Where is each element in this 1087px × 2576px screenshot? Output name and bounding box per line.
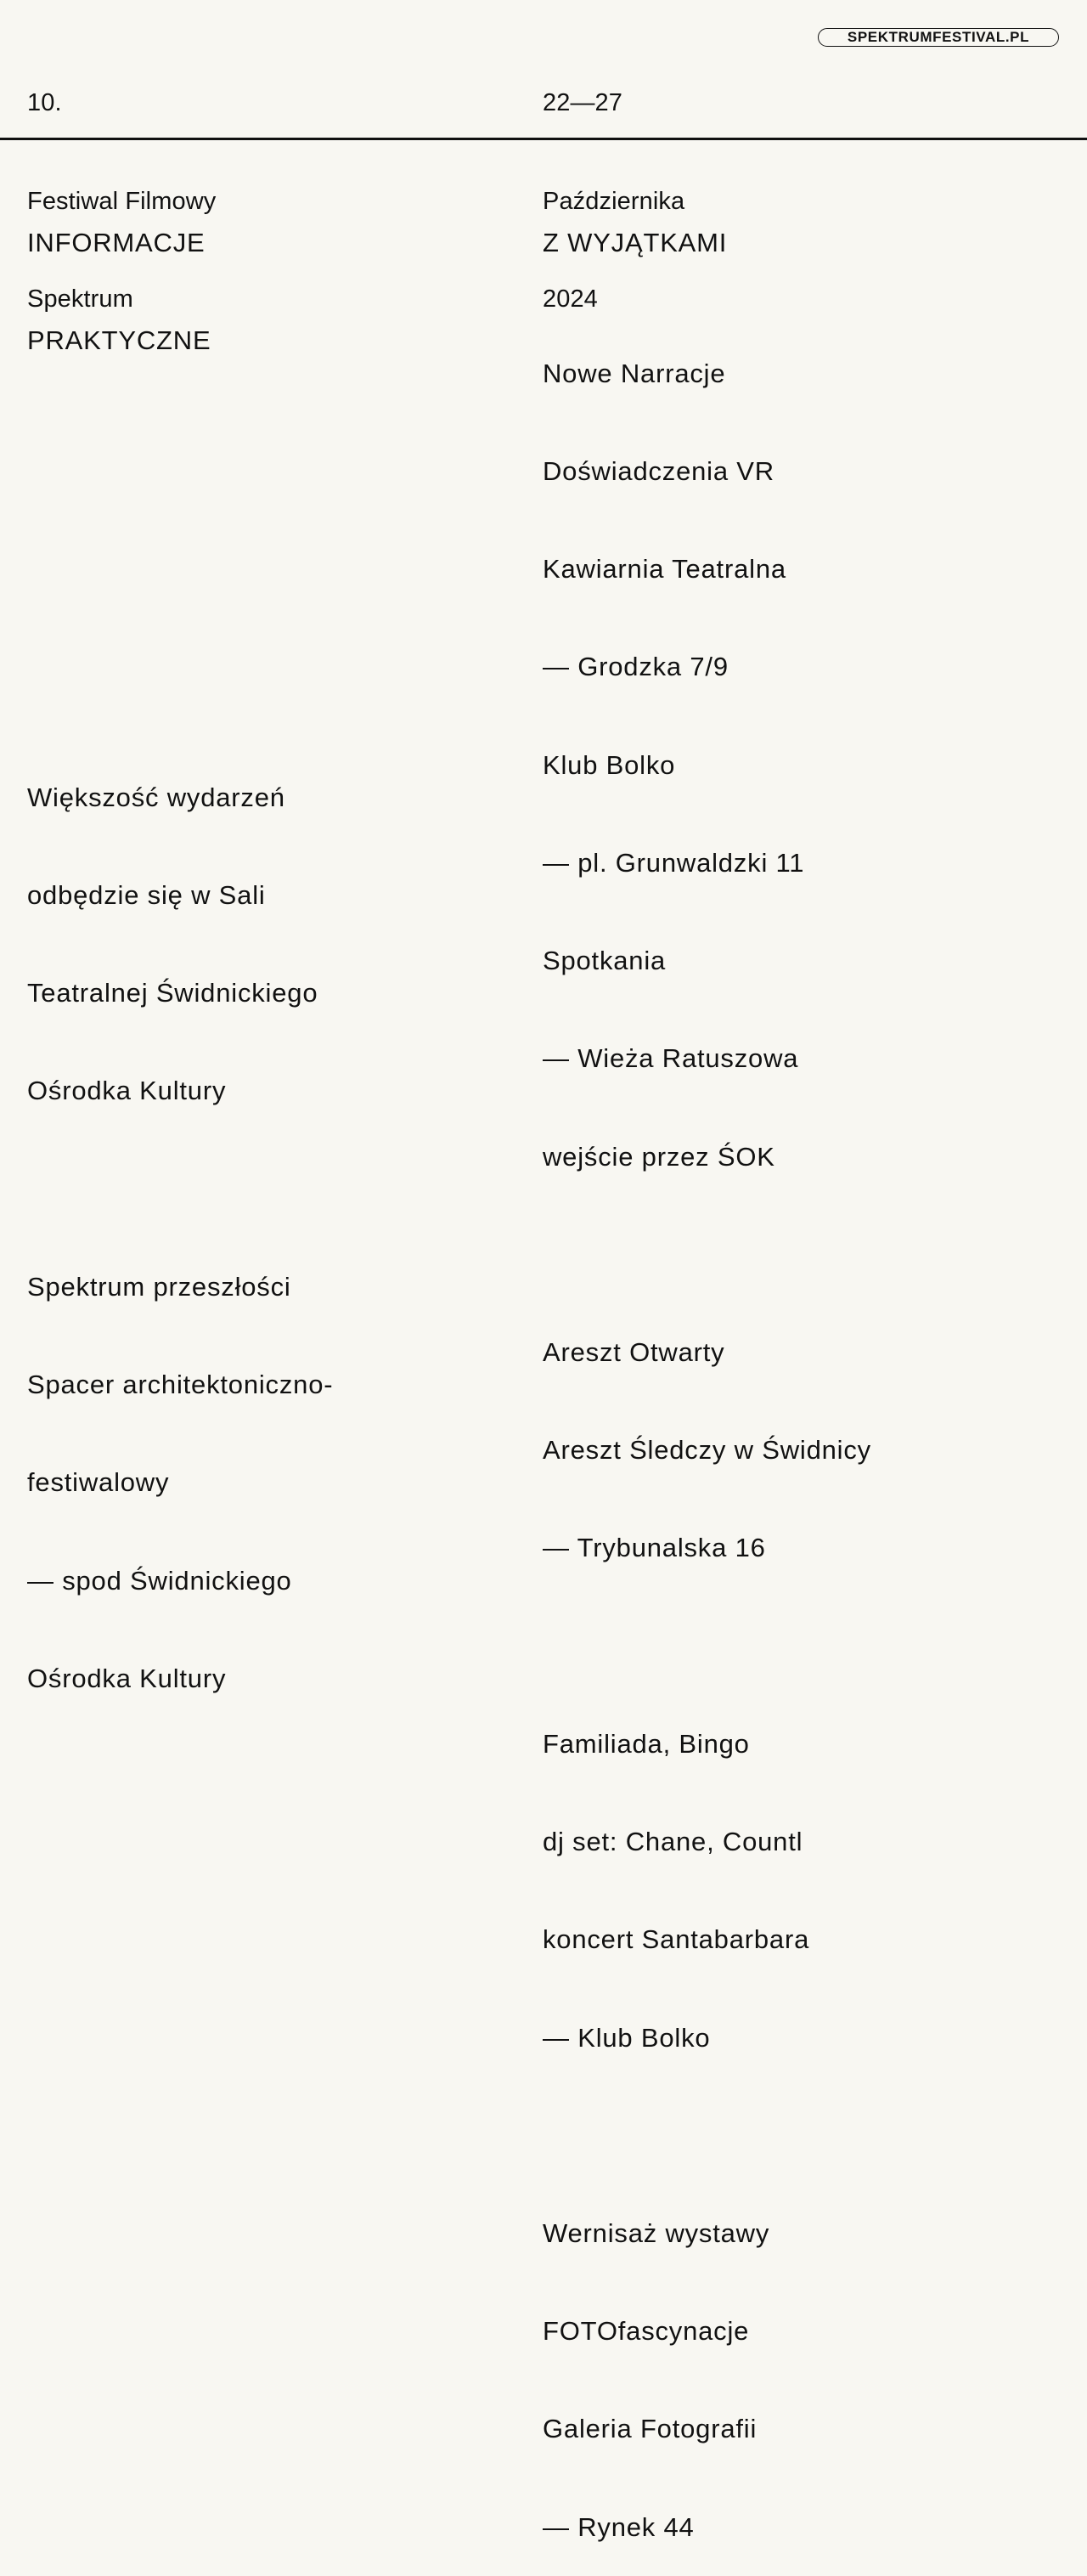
event-spacer: [543, 2120, 871, 2152]
edition-number: 10.: [27, 89, 62, 116]
website-url-badge[interactable]: SPEKTRUMFESTIVAL.PL: [818, 28, 1059, 47]
left-text-spacer: [27, 1173, 333, 1206]
event-spacer: [543, 1630, 871, 1663]
event-line: — Grodzka 7/9: [543, 652, 729, 682]
event-line: Areszt Śledczy w Świdnicy: [543, 1435, 871, 1466]
year: 2024: [543, 285, 598, 313]
section-title-exceptions: [543, 161, 727, 292]
left-text-line: Większość wydarzeń: [27, 782, 285, 812]
event-line: Kawiarnia Teatralna: [543, 554, 786, 585]
event-line: Wernisaż wystawy: [543, 2217, 770, 2248]
header-divider: [0, 138, 1087, 140]
section-title-practical-info: [27, 161, 211, 390]
left-text-line: Ośrodka Kultury: [27, 1076, 227, 1106]
section-title-line: INFORMACJE: [27, 227, 206, 257]
event-line: dj set: Chane, Countl: [543, 1827, 803, 1857]
event-line: — Klub Bolko: [543, 2022, 711, 2053]
event-line: Klub Bolko: [543, 749, 676, 780]
event-line: Doświadczenia VR: [543, 456, 774, 487]
event-line: — Wieża Ratuszowa: [543, 1043, 799, 1074]
left-text-line: Teatralnej Świdnickiego: [27, 978, 318, 1008]
event-line: Nowe Narracje: [543, 358, 726, 388]
left-text-line: Spacer architektoniczno-: [27, 1370, 334, 1400]
event-spacer: [543, 1239, 871, 1271]
left-text-line: Ośrodka Kultury: [27, 1663, 227, 1693]
left-text-line: — spod Świdnickiego: [27, 1565, 292, 1596]
left-text-line: odbędzie się w Sali: [27, 880, 266, 911]
left-text-line: festiwalowy: [27, 1467, 170, 1498]
festival-title-line-1: Festiwal Filmowy: [27, 187, 217, 215]
event-line: Areszt Otwarty: [543, 1337, 725, 1367]
section-title-line: Z WYJĄTKAMI: [543, 227, 728, 257]
left-text-line: Spektrum przeszłości: [27, 1271, 291, 1302]
event-line: — pl. Grunwaldzki 11: [543, 847, 805, 878]
event-line: — Trybunalska 16: [543, 1533, 766, 1563]
right-column-events: [543, 292, 871, 2576]
event-line: Galeria Fotografii: [543, 2414, 758, 2444]
section-title-line: PRAKTYCZNE: [27, 325, 211, 356]
event-line: wejście przez ŚOK: [543, 1141, 775, 1172]
event-line: — Rynek 44: [543, 2511, 695, 2542]
event-line: Familiada, Bingo: [543, 1728, 750, 1759]
event-line: Spotkania: [543, 946, 667, 976]
date-range: 22—27: [543, 89, 623, 116]
left-column-text: [27, 716, 333, 1728]
event-line: koncert Santabarbara: [543, 1924, 810, 1955]
month: Października: [543, 187, 685, 215]
festival-title-line-2: Spektrum: [27, 285, 133, 313]
event-line: FOTOfascynacje: [543, 2316, 750, 2347]
